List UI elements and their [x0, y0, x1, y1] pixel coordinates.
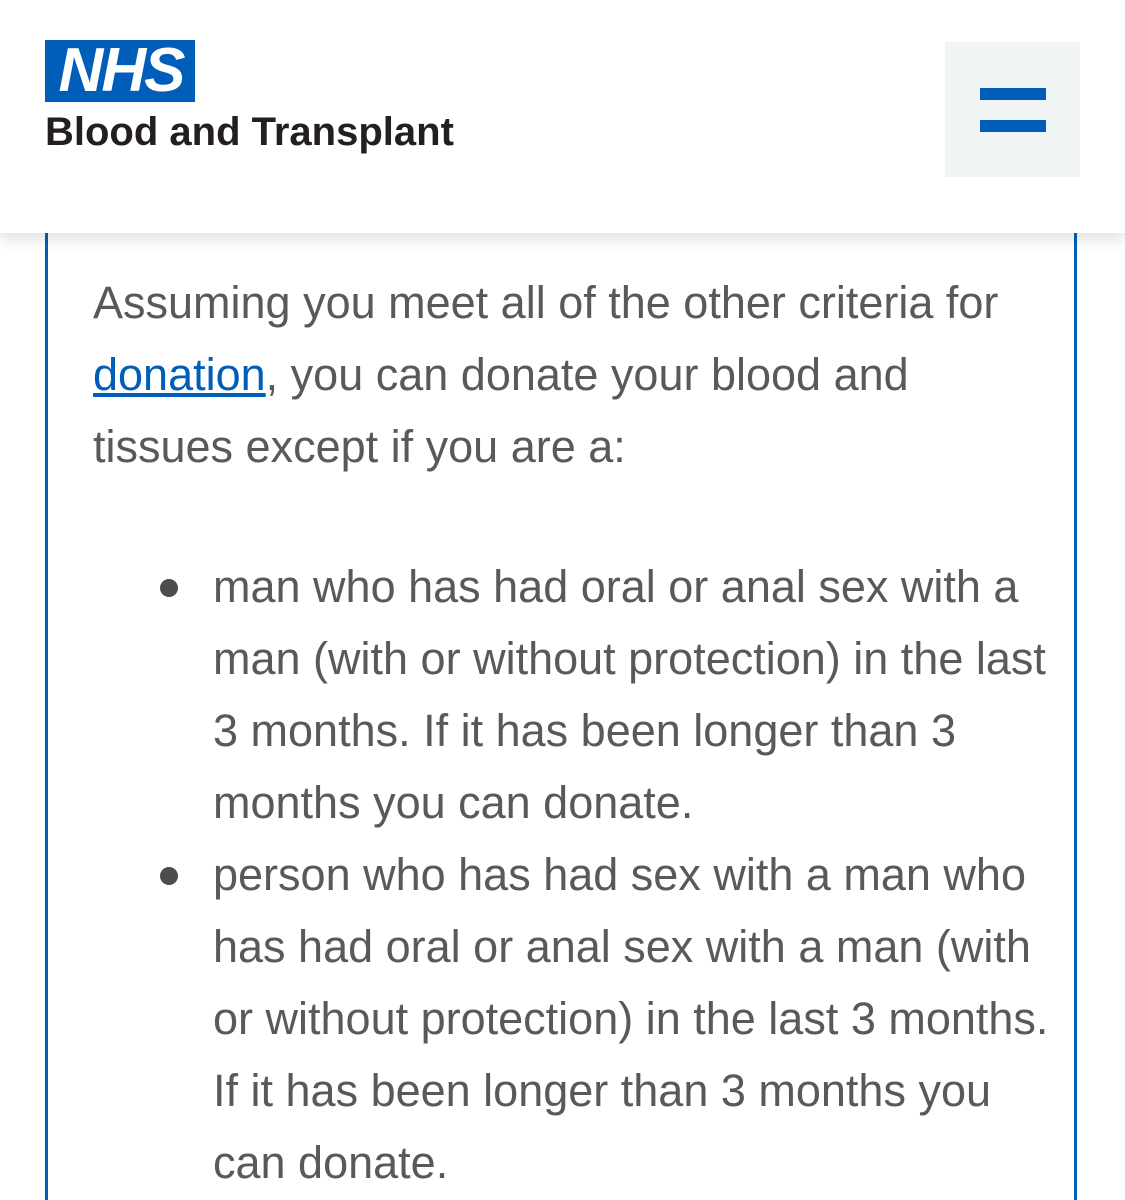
- bullet-icon: [160, 867, 178, 885]
- exclusion-list: [93, 551, 1053, 1199]
- organisation-name: Blood and Transplant: [45, 110, 454, 154]
- list-item-text: person who has had sex with a man who has had oral or anal sex with a man (with or without protection) in the last 3 months. If it has been longer than 3 months you can donate.: [213, 849, 1049, 1188]
- eligibility-text: [93, 267, 1053, 1199]
- intro-paragraph: [93, 267, 1053, 483]
- list-item: [213, 839, 1053, 1199]
- donation-link[interactable]: donation: [93, 349, 266, 400]
- intro-text-start: Assuming you meet all of the other criteria for: [93, 277, 999, 328]
- menu-icon-bar: [980, 88, 1046, 100]
- nhsbt-logo[interactable]: [45, 36, 454, 155]
- list-item-text: man who has had oral or anal sex with a man (with or without protection) in the last 3 months. If it has been longer than 3 months you can donate.: [213, 561, 1046, 828]
- bullet-icon: [160, 579, 178, 597]
- menu-icon-bar: [980, 120, 1046, 132]
- menu-button[interactable]: [945, 42, 1080, 177]
- site-header: [0, 0, 1125, 233]
- nhs-logo-badge: NHS: [45, 40, 195, 102]
- list-item: [213, 551, 1053, 839]
- intro-text-end: , you can donate your blood and tissues except if you are a:: [93, 349, 909, 472]
